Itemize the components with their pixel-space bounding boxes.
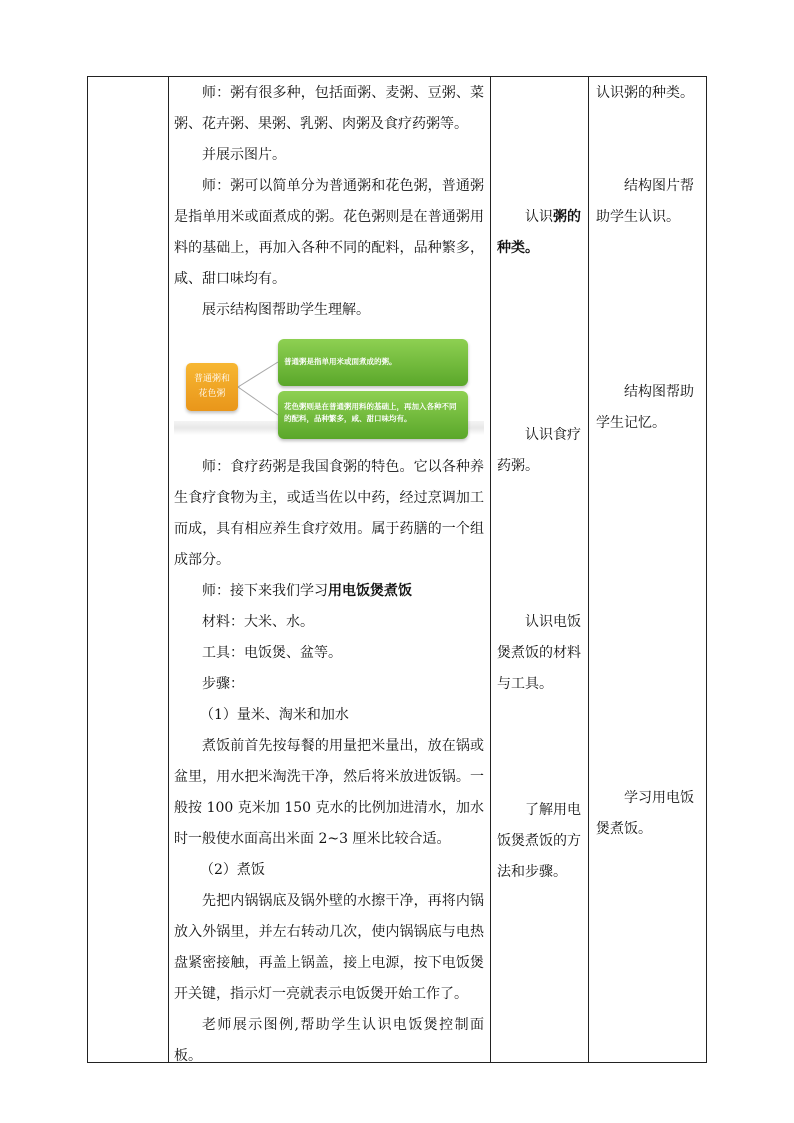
paragraph: 展示结构图帮助学生理解。 xyxy=(202,302,370,318)
structure-diagram xyxy=(174,335,484,447)
intent-text: 结构图片帮助学生认识。 xyxy=(596,178,694,225)
activity-text-bold: 粥的 xyxy=(553,209,581,225)
paragraph: 先把内锅锅底及锅外壁的水擦干净，再将内锅放入外锅里，并左右转动几次，使内锅锅底与电热盘紧密接触，再盖上锅盖，接上电源，按下电饭煲开关键，指示灯一亮就表示电饭煲开始工作了。 xyxy=(174,893,484,1002)
design-intent-column xyxy=(589,77,707,1062)
paragraph: 师：粥有很多种，包括面粥、麦粥、豆粥、菜粥、花卉粥、果粥、乳粥、肉粥及食疗药粥等。 xyxy=(174,85,484,132)
paragraph: （2）煮饭 xyxy=(200,862,265,878)
stage-column xyxy=(88,77,168,1062)
intent-text: 结构图帮助学生记忆。 xyxy=(596,384,694,431)
paragraph: 工具：电饭煲、盆等。 xyxy=(202,645,342,661)
paragraph-text: 师：接下来我们学习 xyxy=(202,583,328,599)
activity-text: 认识食疗药粥。 xyxy=(497,427,581,474)
paragraph: 并展示图片。 xyxy=(202,147,286,163)
paragraph: 师：粥可以简单分为普通粥和花色粥，普通粥是指单用米或面煮成的粥。花色粥则是在普通粥用料的基础上，再加入各种不同的配料，品种繁多，咸、甜口味均有。 xyxy=(174,178,484,287)
diagram-root-label: 普通粥和 xyxy=(193,374,230,384)
intent-text: 学习用电饭煲煮饭。 xyxy=(596,790,694,837)
paragraph: （1）量米、淘米和加水 xyxy=(200,707,349,723)
diagram-root-node xyxy=(186,363,238,411)
activity-text xyxy=(497,202,585,264)
activity-text: 认识电饭煲煮饭的材料与工具。 xyxy=(497,614,581,692)
lesson-table xyxy=(87,76,707,1063)
intent-text: 认识粥的种类。 xyxy=(596,85,694,101)
paragraph: 材料：大米、水。 xyxy=(202,614,314,630)
paragraph: 师：食疗药粥是我国食粥的特色。它以各种养生食疗食物为主，或适当佐以中药，经过烹调加工而成，具有相应养生食疗效用。属于药膳的一个组成部分。 xyxy=(174,459,484,568)
activity-text-part: 认识 xyxy=(525,209,553,225)
activity-text: 了解用电饭煲煮饭的方法和步骤。 xyxy=(497,802,581,880)
diagram-root-label: 花色粥 xyxy=(198,389,226,399)
paragraph: 老师展示图例,帮助学生认识电饭煲控制面板。 xyxy=(174,1017,484,1064)
diagram-node-ordinary: 普通粥是指单用米或面煮成的粥。 xyxy=(278,339,468,386)
paragraph xyxy=(174,576,484,607)
paragraph: 煮饭前首先按每餐的用量把米量出，放在锅或盆里，用水把米淘洗干净，然后将米放进饭锅。一般按 100 克米加 150 克水的比例加进清水，加水时一般使水面高出米面 2~3 厘米比较合适。 xyxy=(174,738,484,847)
activity-text-bold: 种类。 xyxy=(497,240,539,256)
paragraph: 步骤： xyxy=(202,676,244,692)
student-activity-column xyxy=(491,77,588,1062)
paragraph-bold-text: 用电饭煲煮饭 xyxy=(328,583,412,599)
teaching-content-column xyxy=(169,77,490,1062)
diagram-node-fancy: 花色粥则是在普通粥用料的基础上，再加入各种不同的配料，品种繁多，咸、甜口味均有。 xyxy=(278,391,468,439)
